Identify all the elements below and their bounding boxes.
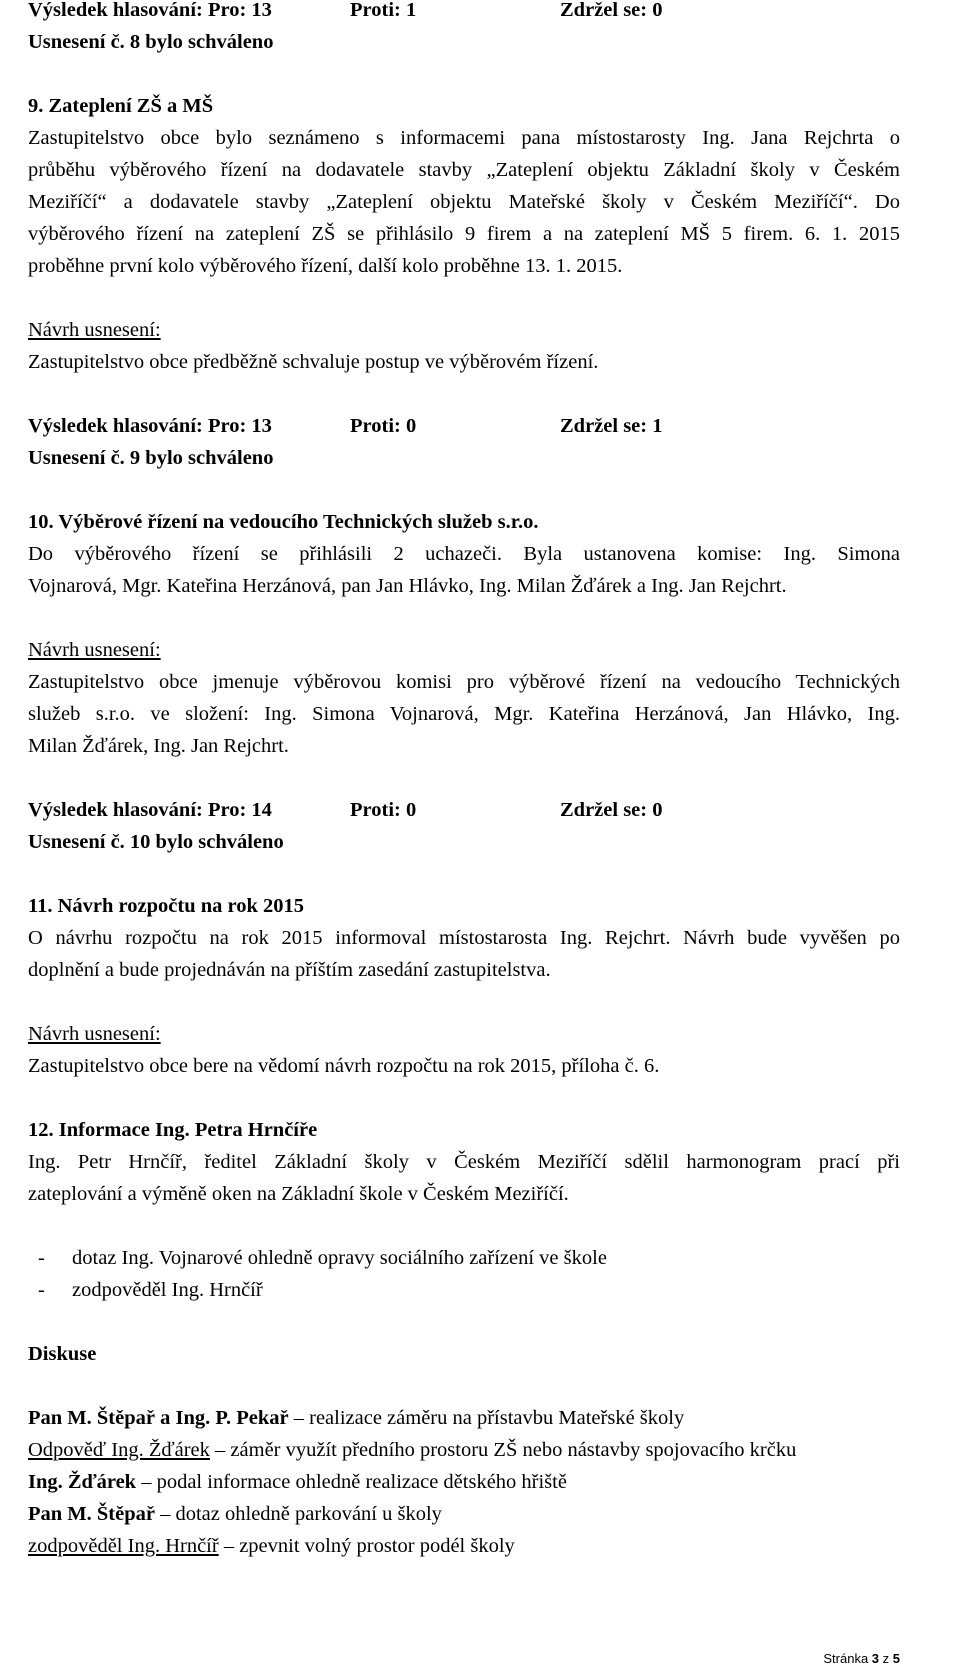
vote-abstain: Zdržel se: 0 <box>560 0 663 21</box>
section-10-text: Do výběrového řízení se přihlásili 2 uchazeči. Byla ustanovena komise: Ing. Simona <box>28 543 900 565</box>
vote-for: Výsledek hlasování: Pro: 13 <box>28 415 272 437</box>
vote-against: Proti: 0 <box>350 415 417 437</box>
discussion-item <box>28 1402 900 1434</box>
proposal-text: Zastupitelstvo obce bere na vědomí návrh rozpočtu na rok 2015, příloha č. 6. <box>28 1055 660 1077</box>
bullet-dash: - <box>38 1279 45 1301</box>
section-10-text: Vojnarová, Mgr. Kateřina Herzánová, pan Jan Hlávko, Ing. Milan Žďárek a Ing. Jan Rejchrt. <box>28 575 787 597</box>
vote-against: Proti: 0 <box>350 799 417 821</box>
section-12-text: Ing. Petr Hrnčíř, ředitel Základní školy v Českém Meziříčí sdělil harmonogram prací při <box>28 1151 900 1173</box>
section-9-text: Meziříčí“ a dodavatele stavby „Zateplení objektu Mateřské školy v Českém Meziříčí“. Do <box>28 191 900 213</box>
page-label: Stránka <box>823 1651 872 1666</box>
bullet-text: dotaz Ing. Vojnarové ohledně opravy sociálního zařízení ve škole <box>72 1247 607 1269</box>
discussion-item <box>28 1434 900 1466</box>
proposal-label: Návrh usnesení: <box>28 1023 161 1045</box>
list-item <box>28 1242 900 1274</box>
page-number <box>823 1651 900 1666</box>
section-11-text: doplnění a bude projednáván na příštím zasedání zastupitelstva. <box>28 959 551 981</box>
section-12-text: zateplování a výměně oken na Základní škole v Českém Meziříčí. <box>28 1183 569 1205</box>
vote-result-10 <box>28 794 900 826</box>
vote-for: Výsledek hlasování: Pro: 13 <box>28 0 272 21</box>
discussion-item <box>28 1466 900 1498</box>
section-12-heading: 12. Informace Ing. Petra Hrnčíře <box>28 1119 318 1141</box>
discussion-item <box>28 1530 900 1562</box>
discussion-text: – zpevnit volný prostor podél školy <box>218 1535 515 1557</box>
bullet-dash: - <box>38 1247 45 1269</box>
document-page <box>28 0 900 1562</box>
vote-result-9 <box>28 410 900 442</box>
page-separator: z <box>879 1651 893 1666</box>
proposal-text: Zastupitelstvo obce jmenuje výběrovou komisi pro výběrové řízení na vedoucího Technických <box>28 671 900 693</box>
vote-abstain: Zdržel se: 1 <box>560 415 663 437</box>
proposal-text: služeb s.r.o. ve složení: Ing. Simona Vojnarová, Mgr. Kateřina Herzánová, Jan Hlávko, Ing. <box>28 703 900 725</box>
vote-against: Proti: 1 <box>350 0 417 21</box>
section-11-text: O návrhu rozpočtu na rok 2015 informoval místostarosta Ing. Rejchrt. Návrh bude vyvěšen po <box>28 927 900 949</box>
discussion-text: – dotaz ohledně parkování u školy <box>154 1503 442 1525</box>
proposal-text: Milan Žďárek, Ing. Jan Rejchrt. <box>28 735 289 757</box>
discussion-heading: Diskuse <box>28 1343 97 1365</box>
section-9-heading: 9. Zateplení ZŠ a MŠ <box>28 95 214 117</box>
section-9-text: výběrového řízení na zateplení ZŠ se přihlásilo 9 firem a na zateplení MŠ 5 firem. 6. 1. 2015 <box>28 223 900 245</box>
section-11-heading: 11. Návrh rozpočtu na rok 2015 <box>28 895 305 917</box>
discussion-item <box>28 1498 900 1530</box>
proposal-label: Návrh usnesení: <box>28 639 161 661</box>
total-pages: 5 <box>892 1651 900 1666</box>
speaker: Pan M. Štěpař <box>28 1503 155 1525</box>
resolution-9: Usnesení č. 9 bylo schváleno <box>28 447 274 469</box>
vote-for: Výsledek hlasování: Pro: 14 <box>28 799 272 821</box>
section-9-text: průběhu výběrového řízení na dodavatele stavby „Zateplení objektu Základní školy v Českém <box>28 159 900 181</box>
section-10-heading: 10. Výběrové řízení na vedoucího Technických služeb s.r.o. <box>28 511 539 533</box>
proposal-label: Návrh usnesení: <box>28 319 161 341</box>
discussion-text: – podal informace ohledně realizace dětského hřiště <box>136 1471 567 1493</box>
speaker: Ing. Žďárek <box>28 1471 137 1493</box>
section-9-text: Zastupitelstvo obce bylo seznámeno s informacemi pana místostarosty Ing. Jana Rejchrta o <box>28 127 900 149</box>
resolution-8: Usnesení č. 8 bylo schváleno <box>28 31 274 53</box>
proposal-text: Zastupitelstvo obce předběžně schvaluje postup ve výběrovém řízení. <box>28 351 599 373</box>
vote-result-8 <box>28 0 900 26</box>
speaker: zodpověděl Ing. Hrnčíř <box>28 1535 219 1557</box>
speaker: Pan M. Štěpař a Ing. P. Pekař <box>28 1407 289 1429</box>
vote-abstain: Zdržel se: 0 <box>560 799 663 821</box>
list-item <box>28 1274 900 1306</box>
current-page: 3 <box>871 1651 880 1666</box>
section-9-text: proběhne první kolo výběrového řízení, další kolo proběhne 13. 1. 2015. <box>28 255 623 277</box>
bullet-text: zodpověděl Ing. Hrnčíř <box>72 1279 263 1301</box>
discussion-text: – realizace záměru na přístavbu Mateřské školy <box>288 1407 685 1429</box>
speaker: Odpověď Ing. Žďárek <box>28 1439 210 1461</box>
discussion-text: – záměr využít předního prostoru ZŠ nebo nástavby spojovacího krčku <box>209 1439 797 1461</box>
resolution-10: Usnesení č. 10 bylo schváleno <box>28 831 284 853</box>
